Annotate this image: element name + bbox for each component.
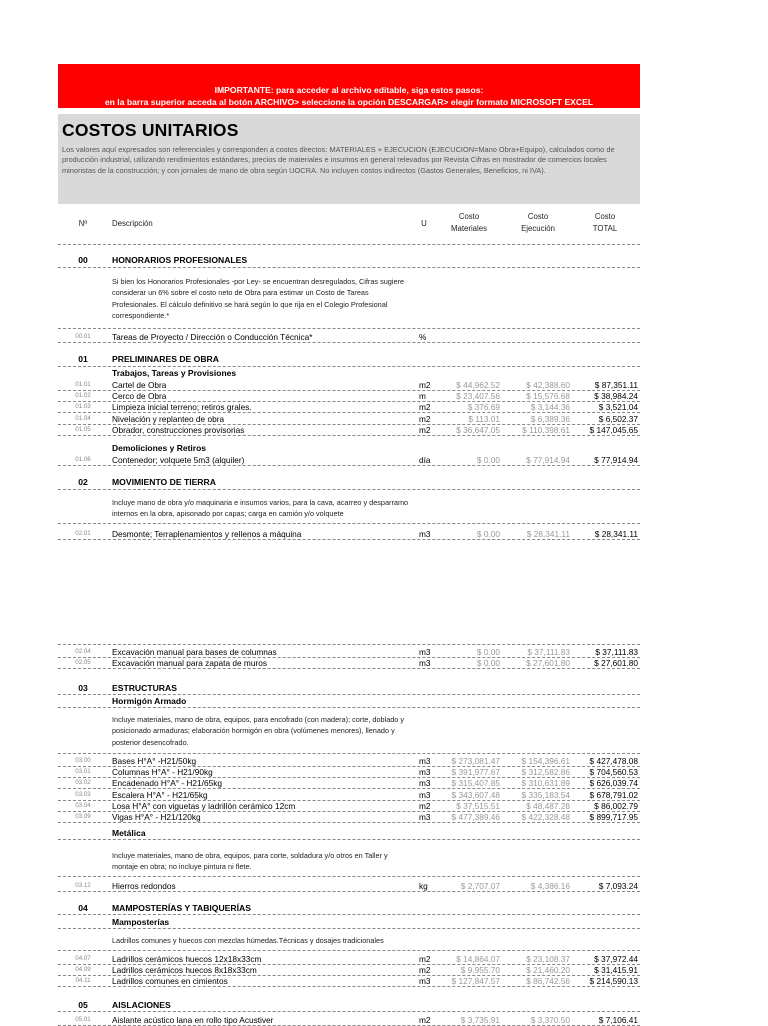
cell-eje: $ 154,396.61 bbox=[521, 756, 570, 766]
separator bbox=[58, 244, 640, 245]
cell-mat: $ 36,647.05 bbox=[456, 424, 500, 435]
col-eje-line1: Costo bbox=[527, 212, 549, 221]
cell-desc: Aislante acústico lana en rollo tipo Acustiver bbox=[112, 1015, 274, 1025]
cell-eje: $ 27,601.80 bbox=[526, 658, 570, 669]
cell-desc: Excavación manual para bases de columnas bbox=[112, 647, 277, 657]
section-00 bbox=[58, 254, 640, 266]
cell-eje: $ 23,108.37 bbox=[526, 954, 570, 964]
cell-unit: m3 bbox=[419, 529, 431, 539]
section-05 bbox=[58, 999, 640, 1011]
cell-desc: Losa H°A° con viguetas y ladrillón cerámico 12cm bbox=[112, 800, 296, 811]
separator bbox=[58, 366, 640, 367]
cell-unit: m2 bbox=[419, 402, 431, 413]
section-note: Si bien los Honorarios Profesionales -por Ley- se encuentran desregulados, Cifras sugiere considerar un 6% sobre el costo neto de Obra para estimar un Costo de Tareas Profesionales. El cálculo definitivo se hará según lo que rija en el Colegio Profesional correspondiente.* bbox=[112, 277, 405, 321]
col-tot bbox=[570, 212, 640, 233]
cell-desc: Ladrillos cerámicos huecos 12x18x33cm bbox=[112, 954, 262, 964]
page-title: COSTOS UNITARIOS bbox=[62, 120, 239, 140]
separator bbox=[58, 694, 640, 695]
separator bbox=[58, 753, 640, 754]
cell-eje: $ 6,389.36 bbox=[530, 413, 570, 424]
section-title: HONORARIOS PROFESIONALES bbox=[112, 255, 248, 265]
cell-eje: $ 42,388.60 bbox=[526, 380, 570, 390]
cell-eje: $ 3,370.50 bbox=[530, 1015, 570, 1025]
separator bbox=[58, 891, 640, 892]
cell-code: 01.03 bbox=[75, 403, 91, 411]
cell-unit: día bbox=[419, 455, 431, 465]
subsection-title: Mamposterías bbox=[112, 917, 170, 927]
cell-mat: $ 44,962.52 bbox=[456, 380, 500, 390]
cell-mat: $ 2,707.07 bbox=[460, 881, 500, 891]
table-row bbox=[58, 391, 640, 401]
cell-code: 01.04 bbox=[75, 414, 91, 422]
cell-unit: m3 bbox=[419, 767, 431, 778]
separator bbox=[58, 539, 640, 540]
table-row bbox=[58, 801, 640, 811]
cell-tot: $ 214,590.13 bbox=[589, 976, 638, 987]
section-note: Ladrillos comunes y huecos con mezclas húmedas.Técnicas y dosajes tradicionales bbox=[112, 936, 384, 945]
cell-code: 01.06 bbox=[75, 456, 91, 463]
cell-mat: $ 14,864.07 bbox=[456, 954, 500, 964]
separator bbox=[58, 950, 640, 951]
cell-code: 03.01 bbox=[75, 768, 91, 776]
table-row bbox=[58, 954, 640, 964]
table-row bbox=[58, 812, 640, 822]
section-note: Incluye mano de obra y/o maquinaria e insumos varios, para la cava, acarreo y desparramo internos en la obra, apisonado por capas; carga en camión y/o volquete bbox=[112, 498, 409, 519]
separator bbox=[58, 839, 640, 840]
cell-code: 03.00 bbox=[75, 757, 91, 764]
cell-desc: Excavación manual para zapata de muros bbox=[112, 658, 267, 669]
cell-mat: $ 0.00 bbox=[476, 529, 500, 539]
cell-code: 04.07 bbox=[75, 955, 91, 962]
separator bbox=[58, 707, 640, 708]
table-row bbox=[58, 455, 640, 465]
cell-eje: $ 4,386.16 bbox=[530, 881, 570, 891]
cell-eje: $ 3,144.36 bbox=[530, 402, 570, 413]
col-mat bbox=[434, 212, 504, 233]
cell-desc: Nivelación y replanteo de obra bbox=[112, 413, 225, 424]
section-number: 00 bbox=[78, 255, 88, 265]
cell-code: 01.02 bbox=[75, 392, 91, 400]
section-02 bbox=[58, 476, 640, 488]
separator bbox=[58, 928, 640, 929]
cell-code: 03.04 bbox=[75, 801, 91, 809]
section-number: 01 bbox=[78, 354, 88, 364]
cell-eje: $ 28,341.11 bbox=[526, 529, 570, 539]
separator bbox=[58, 668, 640, 669]
cell-desc: Columnas H°A° - H21/90kg bbox=[112, 767, 213, 778]
cell-tot: $ 86,002.79 bbox=[594, 800, 638, 811]
section-number: 05 bbox=[78, 1000, 88, 1010]
cell-tot: $ 38,984.24 bbox=[594, 391, 638, 402]
section-title: AISLACIONES bbox=[112, 1000, 171, 1010]
separator bbox=[58, 986, 640, 987]
separator bbox=[58, 267, 640, 268]
cell-unit: m2 bbox=[419, 424, 431, 435]
cell-tot: $ 77,914.94 bbox=[594, 455, 638, 465]
cell-mat: $ 0.00 bbox=[476, 647, 500, 657]
cell-unit: m2 bbox=[419, 800, 431, 811]
section-01 bbox=[58, 353, 640, 365]
column-header-row bbox=[58, 210, 640, 244]
section-03 bbox=[58, 682, 640, 694]
cell-eje: $ 310,631.89 bbox=[521, 778, 570, 789]
section-title: MOVIMIENTO DE TIERRA bbox=[112, 477, 216, 487]
cell-code: 01.01 bbox=[75, 381, 91, 388]
cell-desc: Vigas H°A° - H21/120kg bbox=[112, 812, 201, 822]
cell-unit: m2 bbox=[419, 954, 431, 964]
separator bbox=[58, 644, 640, 645]
cell-desc: Desmonte; Terraplenamientos y rellenos a máquina bbox=[112, 529, 302, 539]
cell-unit: m2 bbox=[419, 380, 431, 390]
cell-mat: $ 343,607.48 bbox=[451, 789, 500, 800]
subsection-title: Trabajos, Tareas y Provisiones bbox=[112, 368, 237, 378]
cell-code: 02.01 bbox=[75, 530, 91, 537]
cell-tot: $ 704,560.53 bbox=[589, 767, 638, 778]
cell-mat: $ 127,847.57 bbox=[451, 976, 500, 987]
cell-tot: $ 6,502.37 bbox=[598, 413, 638, 424]
separator bbox=[58, 523, 640, 524]
cell-eje: $ 77,914.94 bbox=[526, 455, 570, 465]
cell-mat: $ 23,407.56 bbox=[456, 391, 500, 402]
important-banner bbox=[58, 64, 640, 108]
cell-code: 03.12 bbox=[75, 882, 91, 889]
separator bbox=[58, 876, 640, 877]
cell-mat: $ 0.00 bbox=[476, 658, 500, 669]
cell-tot: $ 31,415.91 bbox=[594, 965, 638, 976]
cell-mat: $ 315,407.85 bbox=[451, 778, 500, 789]
cell-eje: $ 422,328.48 bbox=[521, 812, 570, 822]
cell-tot: $ 7,106.41 bbox=[598, 1015, 638, 1025]
cell-unit: m3 bbox=[419, 647, 431, 657]
col-tot-line2: TOTAL bbox=[592, 224, 618, 233]
section-number: 03 bbox=[78, 683, 88, 693]
cell-code: 00.01 bbox=[75, 333, 91, 340]
col-unit: U bbox=[421, 219, 427, 228]
table-row bbox=[58, 402, 640, 412]
table-row bbox=[58, 756, 640, 766]
cell-unit: kg bbox=[419, 881, 428, 891]
cell-desc: Cartel de Obra bbox=[112, 380, 167, 390]
cell-unit: m3 bbox=[419, 812, 431, 822]
cell-unit: m bbox=[419, 391, 426, 402]
cell-unit: m2 bbox=[419, 1015, 431, 1025]
separator bbox=[58, 914, 640, 915]
separator bbox=[58, 1011, 640, 1012]
separator bbox=[58, 822, 640, 823]
cell-desc: Tareas de Proyecto / Dirección o Conducción Técnica* bbox=[112, 332, 313, 342]
section-title: ESTRUCTURAS bbox=[112, 683, 177, 693]
section-number: 04 bbox=[78, 903, 88, 913]
table-row bbox=[58, 778, 640, 788]
table-row bbox=[58, 767, 640, 777]
cell-desc: Ladrillos comunes en cimientos bbox=[112, 976, 228, 987]
cell-unit: m2 bbox=[419, 413, 431, 424]
cell-code: 05.01 bbox=[75, 1016, 91, 1023]
cell-mat: $ 3,735.91 bbox=[460, 1015, 500, 1025]
section-note: Incluye materiales, mano de obra, equipos, para corte, soldadura y/o otros en Taller y montaje en obra; no incluye pintura ni flete. bbox=[112, 851, 388, 872]
cell-unit: m2 bbox=[419, 965, 431, 976]
table-row bbox=[58, 529, 640, 539]
cell-eje: $ 335,183.54 bbox=[521, 789, 570, 800]
cell-tot: $ 678,791.02 bbox=[589, 789, 638, 800]
cell-unit: m3 bbox=[419, 976, 431, 987]
cell-desc: Limpieza inicial terreno; retiros grales. bbox=[112, 402, 252, 413]
cell-unit: m3 bbox=[419, 789, 431, 800]
table-row bbox=[58, 790, 640, 800]
col-mat-line2: Materiales bbox=[451, 224, 487, 233]
table-row bbox=[58, 414, 640, 424]
table-row bbox=[58, 881, 640, 891]
cell-tot: $ 899,717.95 bbox=[589, 812, 638, 822]
separator bbox=[58, 489, 640, 490]
cell-tot: $ 427,478.08 bbox=[589, 756, 638, 766]
col-desc: Descripción bbox=[112, 219, 153, 228]
cell-tot: $ 7,093.24 bbox=[598, 881, 638, 891]
banner-line-2: en la barra superior acceda al botón ARCHIVO> seleccione la opción DESCARGAR> elegir formato MICROSOFT EXCEL bbox=[104, 97, 594, 107]
section-note: Incluye materiales, mano de obra, equipos, para encofrado (con madera); corte, doblado y posicionado armaduras; elaboración hormigón en obra (volúmenes menores), llenado y posterior desencofrado. bbox=[112, 715, 405, 747]
subsection-title: Metálica bbox=[112, 828, 146, 838]
cell-mat: $ 477,389.46 bbox=[451, 812, 500, 822]
cell-code: 02.04 bbox=[75, 648, 91, 655]
cell-code: 03.02 bbox=[75, 779, 91, 787]
cell-tot: $ 27,601.80 bbox=[594, 658, 638, 669]
cell-mat: $ 273,081.47 bbox=[451, 756, 500, 766]
cell-code: 03.03 bbox=[75, 790, 91, 798]
cell-tot: $ 28,341.11 bbox=[594, 529, 638, 539]
col-mat-line1: Costo bbox=[458, 212, 480, 221]
cell-eje: $ 86,742.56 bbox=[526, 976, 570, 987]
table-row bbox=[58, 658, 640, 668]
cell-desc: Hierros redondos bbox=[112, 881, 176, 891]
banner-line-1: IMPORTANTE: para acceder al archivo editable, siga estos pasos: bbox=[214, 85, 484, 95]
cell-eje: $ 48,487.28 bbox=[526, 800, 570, 811]
section-title: PRELIMINARES DE OBRA bbox=[112, 354, 219, 364]
table-row bbox=[58, 425, 640, 435]
cell-eje: $ 312,582.86 bbox=[521, 767, 570, 778]
cell-eje: $ 21,460.20 bbox=[526, 965, 570, 976]
cell-eje: $ 110,398.61 bbox=[522, 424, 570, 435]
cell-code: 04.09 bbox=[75, 966, 91, 974]
cell-desc: Escalera H°A° - H21/65kg bbox=[112, 789, 208, 800]
table-row bbox=[58, 332, 640, 342]
col-num: Nº bbox=[78, 219, 88, 228]
col-tot-line1: Costo bbox=[594, 212, 616, 221]
table-row bbox=[58, 976, 640, 986]
cell-tot: $ 3,521.04 bbox=[598, 402, 638, 413]
cell-code: 03.09 bbox=[75, 813, 91, 820]
cell-desc: Cerco de Obra bbox=[112, 391, 167, 402]
cell-desc: Obrador, construcciones provisorias bbox=[112, 424, 245, 435]
separator bbox=[58, 435, 640, 436]
cell-tot: $ 147,045.65 bbox=[589, 424, 638, 435]
cell-eje: $ 15,576.68 bbox=[526, 391, 570, 402]
section-title: MAMPOSTERÍAS Y TABIQUERÍAS bbox=[112, 903, 251, 913]
section-number: 02 bbox=[78, 477, 88, 487]
table-row bbox=[58, 965, 640, 975]
col-eje bbox=[503, 212, 573, 233]
cell-mat: $ 9,955.70 bbox=[460, 965, 500, 976]
cell-desc: Ladrillos cerámicos huecos 8x18x33cm bbox=[112, 965, 257, 976]
cell-tot: $ 87,351.11 bbox=[594, 380, 638, 390]
col-eje-line2: Ejecución bbox=[521, 224, 555, 233]
subsection-title: Hormigón Armado bbox=[112, 696, 187, 706]
section-04 bbox=[58, 902, 640, 914]
cell-unit: m3 bbox=[419, 756, 431, 766]
cell-code: 01.05 bbox=[75, 425, 91, 433]
cell-mat: $ 37,515.51 bbox=[456, 800, 500, 811]
cell-code: 02.05 bbox=[75, 659, 91, 667]
cell-desc: Encadenado H°A° - H21/65kg bbox=[112, 778, 222, 789]
subsection-title: Demoliciones y Retiros bbox=[112, 443, 207, 453]
separator bbox=[58, 465, 640, 466]
cell-tot: $ 37,111.83 bbox=[595, 647, 638, 657]
cell-unit: % bbox=[419, 332, 427, 342]
cell-eje: $ 37,111.83 bbox=[527, 647, 570, 657]
separator bbox=[58, 328, 640, 329]
cell-desc: Bases H°A° -H21/50kg bbox=[112, 756, 197, 766]
cell-tot: $ 626,039.74 bbox=[589, 778, 638, 789]
intro-text: Los valores aquí expresados son referenciales y corresponden a costos directos: MATERIALES + EJECUCION (EJECUCION=Mano Obra+Equipo), calculados como de producción industrial, utilizando rendimientos estándares, precios de materiales e insumos en general relevados por Revista Cifras en mostrador de comercios locales minoristas de la construcción; y con jornales de mano de obra según UOCRA. No incluyen costos indirectos (Gastos Generales, Beneficios, ni IVA). bbox=[62, 145, 615, 175]
cell-tot: $ 37,972.44 bbox=[594, 954, 638, 964]
cell-unit: m3 bbox=[419, 778, 431, 789]
cell-unit: m3 bbox=[419, 658, 431, 669]
cell-mat: $ 113.01 bbox=[468, 413, 500, 424]
cell-mat: $ 376.69 bbox=[467, 402, 500, 413]
table-row bbox=[58, 647, 640, 657]
cell-desc: Contenedor; volquete 5m3 (alquiler) bbox=[112, 455, 245, 465]
cell-code: 04.11 bbox=[75, 977, 91, 985]
cell-mat: $ 0.00 bbox=[476, 455, 500, 465]
separator bbox=[58, 342, 640, 343]
cell-mat: $ 391,977.67 bbox=[451, 767, 500, 778]
title-box bbox=[58, 114, 640, 204]
table-row bbox=[58, 380, 640, 390]
